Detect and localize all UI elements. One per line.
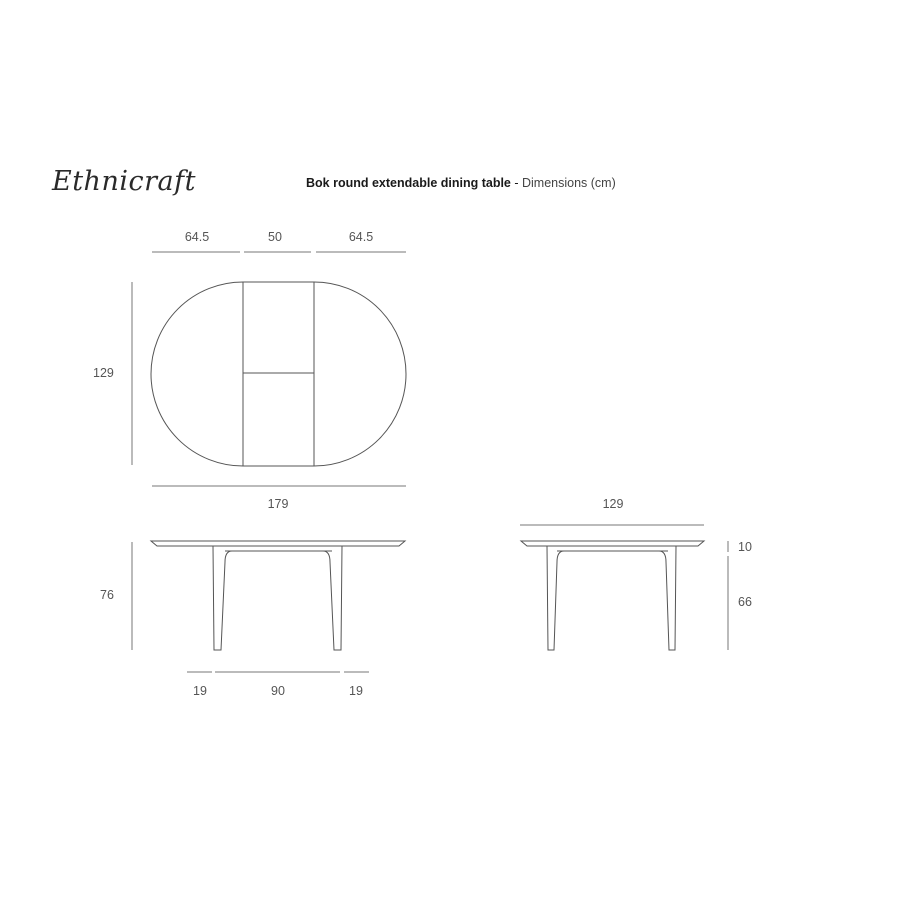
front-leg-right [323, 546, 342, 650]
dim-label-total-length: 179 [267, 497, 289, 511]
dim-label-depth: 129 [93, 366, 114, 380]
product-name: Bok round extendable dining table [306, 176, 511, 190]
dimension-lines [132, 252, 728, 672]
table-top-view [151, 282, 406, 466]
title-subtitle: Dimensions (cm) [522, 176, 616, 190]
front-leg-left [213, 546, 232, 650]
table-top-outline [151, 282, 406, 466]
front-tabletop [151, 541, 405, 546]
brand-logo: Ethnicraft [52, 166, 196, 197]
side-tabletop [521, 541, 704, 546]
table-front-view [151, 541, 405, 650]
dim-label-width-middle: 50 [268, 230, 282, 244]
dim-label-leg-middle: 90 [271, 684, 285, 698]
dim-label-top-thickness: 10 [738, 540, 752, 554]
dim-label-under-clearance: 66 [738, 595, 752, 609]
title-separator: - [510, 176, 522, 190]
side-leg-left [547, 546, 564, 650]
table-side-view [521, 541, 704, 650]
dim-label-side-width: 129 [602, 497, 624, 511]
dim-label-width-right: 64.5 [348, 230, 374, 244]
dim-label-front-height: 76 [100, 588, 114, 602]
dim-label-leg-left: 19 [193, 684, 207, 698]
dim-label-leg-right: 19 [349, 684, 363, 698]
side-leg-right [659, 546, 676, 650]
dim-label-width-left: 64.5 [184, 230, 210, 244]
